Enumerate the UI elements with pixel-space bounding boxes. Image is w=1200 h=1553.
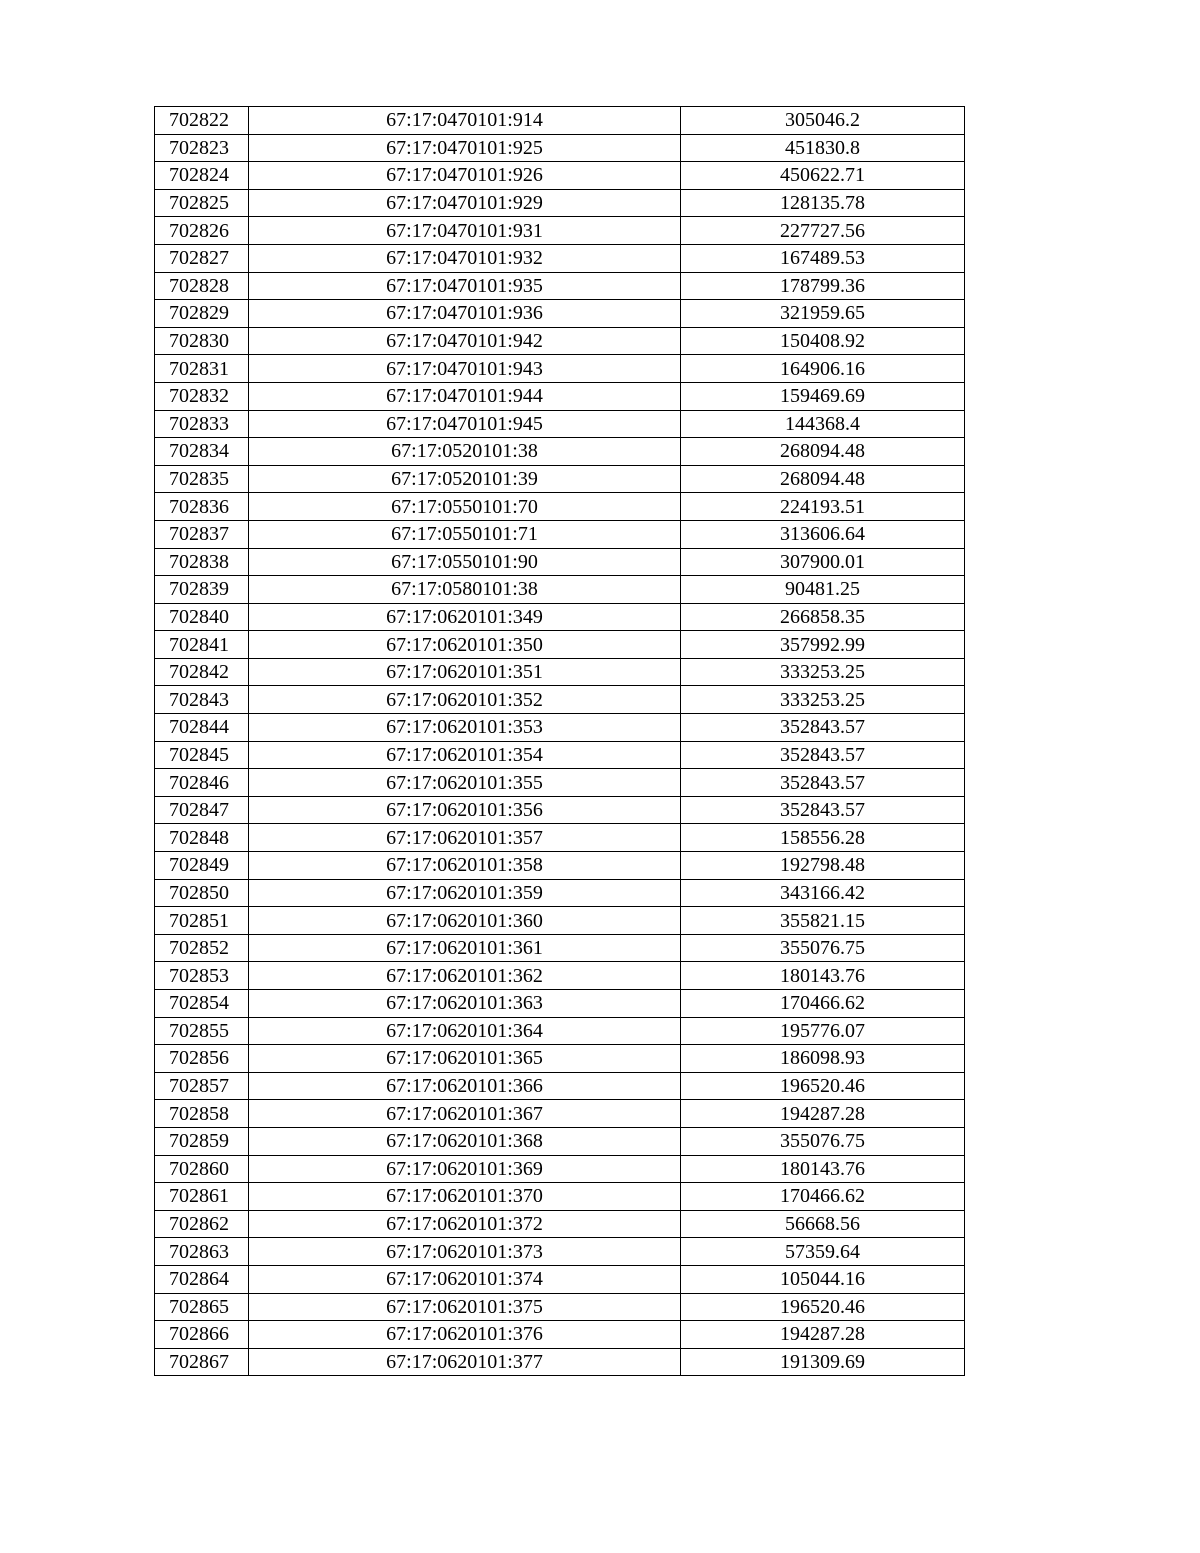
cadastral-value-cell: 194287.28 bbox=[681, 1321, 965, 1349]
row-number-cell: 702838 bbox=[155, 548, 249, 576]
cadastral-value-cell: 164906.16 bbox=[681, 355, 965, 383]
table-row bbox=[155, 1017, 965, 1045]
cadastral-value-cell: 321959.65 bbox=[681, 300, 965, 328]
cadastral-number-cell: 67:17:0520101:38 bbox=[249, 438, 681, 466]
row-number-cell: 702831 bbox=[155, 355, 249, 383]
row-number-cell: 702823 bbox=[155, 134, 249, 162]
table-row bbox=[155, 769, 965, 797]
cadastral-value-cell: 167489.53 bbox=[681, 244, 965, 272]
cadastral-value-cell: 268094.48 bbox=[681, 465, 965, 493]
table-row bbox=[155, 355, 965, 383]
table-row bbox=[155, 1183, 965, 1211]
cadastral-value-cell: 355821.15 bbox=[681, 907, 965, 935]
cadastral-value-cell: 194287.28 bbox=[681, 1100, 965, 1128]
row-number-cell: 702842 bbox=[155, 658, 249, 686]
row-number-cell: 702855 bbox=[155, 1017, 249, 1045]
cadastral-number-cell: 67:17:0470101:931 bbox=[249, 217, 681, 245]
table-row bbox=[155, 631, 965, 659]
table-row bbox=[155, 1293, 965, 1321]
cadastral-number-cell: 67:17:0620101:364 bbox=[249, 1017, 681, 1045]
cadastral-number-cell: 67:17:0620101:376 bbox=[249, 1321, 681, 1349]
table-row bbox=[155, 1348, 965, 1376]
table-row bbox=[155, 1321, 965, 1349]
cadastral-value-cell: 128135.78 bbox=[681, 189, 965, 217]
cadastral-value-cell: 170466.62 bbox=[681, 1183, 965, 1211]
cadastral-value-cell: 57359.64 bbox=[681, 1238, 965, 1266]
cadastral-number-cell: 67:17:0470101:942 bbox=[249, 327, 681, 355]
cadastral-value-cell: 352843.57 bbox=[681, 796, 965, 824]
cadastral-number-cell: 67:17:0620101:372 bbox=[249, 1210, 681, 1238]
table-row bbox=[155, 962, 965, 990]
cadastral-number-cell: 67:17:0550101:70 bbox=[249, 493, 681, 521]
row-number-cell: 702825 bbox=[155, 189, 249, 217]
table-row bbox=[155, 438, 965, 466]
cadastral-value-cell: 196520.46 bbox=[681, 1072, 965, 1100]
cadastral-value-cell: 227727.56 bbox=[681, 217, 965, 245]
cadastral-value-cell: 224193.51 bbox=[681, 493, 965, 521]
table-row bbox=[155, 907, 965, 935]
cadastral-value-cell: 352843.57 bbox=[681, 714, 965, 742]
row-number-cell: 702829 bbox=[155, 300, 249, 328]
cadastral-number-cell: 67:17:0620101:362 bbox=[249, 962, 681, 990]
cadastral-number-cell: 67:17:0520101:39 bbox=[249, 465, 681, 493]
cadastral-number-cell: 67:17:0470101:932 bbox=[249, 244, 681, 272]
row-number-cell: 702830 bbox=[155, 327, 249, 355]
row-number-cell: 702824 bbox=[155, 162, 249, 190]
table-row bbox=[155, 217, 965, 245]
cadastral-value-cell: 450622.71 bbox=[681, 162, 965, 190]
row-number-cell: 702867 bbox=[155, 1348, 249, 1376]
cadastral-number-cell: 67:17:0470101:925 bbox=[249, 134, 681, 162]
row-number-cell: 702826 bbox=[155, 217, 249, 245]
table-row bbox=[155, 1100, 965, 1128]
cadastral-value-cell: 313606.64 bbox=[681, 520, 965, 548]
cadastral-value-cell: 357992.99 bbox=[681, 631, 965, 659]
table-row bbox=[155, 990, 965, 1018]
cadastral-number-cell: 67:17:0620101:351 bbox=[249, 658, 681, 686]
cadastral-number-cell: 67:17:0620101:358 bbox=[249, 852, 681, 880]
cadastral-number-cell: 67:17:0620101:377 bbox=[249, 1348, 681, 1376]
cadastral-value-cell: 451830.8 bbox=[681, 134, 965, 162]
cadastral-value-table bbox=[154, 106, 965, 1376]
row-number-cell: 702835 bbox=[155, 465, 249, 493]
cadastral-value-cell: 186098.93 bbox=[681, 1045, 965, 1073]
table-row bbox=[155, 1265, 965, 1293]
row-number-cell: 702843 bbox=[155, 686, 249, 714]
row-number-cell: 702822 bbox=[155, 107, 249, 135]
cadastral-number-cell: 67:17:0620101:360 bbox=[249, 907, 681, 935]
cadastral-number-cell: 67:17:0620101:356 bbox=[249, 796, 681, 824]
cadastral-number-cell: 67:17:0620101:355 bbox=[249, 769, 681, 797]
cadastral-number-cell: 67:17:0620101:373 bbox=[249, 1238, 681, 1266]
cadastral-number-cell: 67:17:0620101:359 bbox=[249, 879, 681, 907]
row-number-cell: 702832 bbox=[155, 382, 249, 410]
table-row bbox=[155, 107, 965, 135]
cadastral-number-cell: 67:17:0620101:370 bbox=[249, 1183, 681, 1211]
cadastral-value-cell: 195776.07 bbox=[681, 1017, 965, 1045]
row-number-cell: 702862 bbox=[155, 1210, 249, 1238]
row-number-cell: 702860 bbox=[155, 1155, 249, 1183]
row-number-cell: 702840 bbox=[155, 603, 249, 631]
table-row bbox=[155, 852, 965, 880]
row-number-cell: 702854 bbox=[155, 990, 249, 1018]
cadastral-number-cell: 67:17:0620101:353 bbox=[249, 714, 681, 742]
table-row bbox=[155, 520, 965, 548]
cadastral-number-cell: 67:17:0470101:944 bbox=[249, 382, 681, 410]
row-number-cell: 702827 bbox=[155, 244, 249, 272]
cadastral-number-cell: 67:17:0620101:368 bbox=[249, 1127, 681, 1155]
row-number-cell: 702848 bbox=[155, 824, 249, 852]
table-row bbox=[155, 603, 965, 631]
row-number-cell: 702861 bbox=[155, 1183, 249, 1211]
table-row bbox=[155, 1127, 965, 1155]
table-row bbox=[155, 824, 965, 852]
table-row bbox=[155, 658, 965, 686]
row-number-cell: 702851 bbox=[155, 907, 249, 935]
cadastral-number-cell: 67:17:0550101:71 bbox=[249, 520, 681, 548]
table-row bbox=[155, 934, 965, 962]
cadastral-number-cell: 67:17:0620101:374 bbox=[249, 1265, 681, 1293]
cadastral-number-cell: 67:17:0620101:350 bbox=[249, 631, 681, 659]
row-number-cell: 702864 bbox=[155, 1265, 249, 1293]
row-number-cell: 702866 bbox=[155, 1321, 249, 1349]
row-number-cell: 702856 bbox=[155, 1045, 249, 1073]
cadastral-value-cell: 333253.25 bbox=[681, 658, 965, 686]
cadastral-value-cell: 192798.48 bbox=[681, 852, 965, 880]
row-number-cell: 702852 bbox=[155, 934, 249, 962]
row-number-cell: 702853 bbox=[155, 962, 249, 990]
cadastral-value-cell: 355076.75 bbox=[681, 1127, 965, 1155]
cadastral-number-cell: 67:17:0620101:375 bbox=[249, 1293, 681, 1321]
table-row bbox=[155, 714, 965, 742]
cadastral-number-cell: 67:17:0620101:361 bbox=[249, 934, 681, 962]
cadastral-value-cell: 144368.4 bbox=[681, 410, 965, 438]
cadastral-number-cell: 67:17:0620101:367 bbox=[249, 1100, 681, 1128]
row-number-cell: 702833 bbox=[155, 410, 249, 438]
cadastral-value-cell: 90481.25 bbox=[681, 576, 965, 604]
table-row bbox=[155, 300, 965, 328]
cadastral-number-cell: 67:17:0620101:349 bbox=[249, 603, 681, 631]
cadastral-number-cell: 67:17:0470101:943 bbox=[249, 355, 681, 383]
cadastral-number-cell: 67:17:0620101:352 bbox=[249, 686, 681, 714]
row-number-cell: 702846 bbox=[155, 769, 249, 797]
row-number-cell: 702845 bbox=[155, 741, 249, 769]
row-number-cell: 702863 bbox=[155, 1238, 249, 1266]
row-number-cell: 702828 bbox=[155, 272, 249, 300]
row-number-cell: 702858 bbox=[155, 1100, 249, 1128]
row-number-cell: 702839 bbox=[155, 576, 249, 604]
cadastral-value-cell: 158556.28 bbox=[681, 824, 965, 852]
row-number-cell: 702859 bbox=[155, 1127, 249, 1155]
cadastral-value-cell: 180143.76 bbox=[681, 962, 965, 990]
table-row bbox=[155, 741, 965, 769]
cadastral-value-cell: 355076.75 bbox=[681, 934, 965, 962]
cadastral-value-cell: 307900.01 bbox=[681, 548, 965, 576]
cadastral-value-cell: 105044.16 bbox=[681, 1265, 965, 1293]
table-row bbox=[155, 244, 965, 272]
table-row bbox=[155, 189, 965, 217]
table-row bbox=[155, 686, 965, 714]
table-row bbox=[155, 410, 965, 438]
row-number-cell: 702849 bbox=[155, 852, 249, 880]
cadastral-value-cell: 159469.69 bbox=[681, 382, 965, 410]
cadastral-value-cell: 268094.48 bbox=[681, 438, 965, 466]
table-row bbox=[155, 162, 965, 190]
cadastral-value-cell: 180143.76 bbox=[681, 1155, 965, 1183]
cadastral-number-cell: 67:17:0470101:929 bbox=[249, 189, 681, 217]
cadastral-value-cell: 352843.57 bbox=[681, 741, 965, 769]
table-row bbox=[155, 1155, 965, 1183]
cadastral-number-cell: 67:17:0470101:914 bbox=[249, 107, 681, 135]
cadastral-value-cell: 56668.56 bbox=[681, 1210, 965, 1238]
cadastral-number-cell: 67:17:0580101:38 bbox=[249, 576, 681, 604]
cadastral-value-cell: 150408.92 bbox=[681, 327, 965, 355]
row-number-cell: 702841 bbox=[155, 631, 249, 659]
row-number-cell: 702847 bbox=[155, 796, 249, 824]
cadastral-value-cell: 191309.69 bbox=[681, 1348, 965, 1376]
cadastral-number-cell: 67:17:0470101:945 bbox=[249, 410, 681, 438]
table-row bbox=[155, 548, 965, 576]
cadastral-value-cell: 266858.35 bbox=[681, 603, 965, 631]
cadastral-value-cell: 178799.36 bbox=[681, 272, 965, 300]
cadastral-number-cell: 67:17:0550101:90 bbox=[249, 548, 681, 576]
table-row bbox=[155, 1238, 965, 1266]
cadastral-value-cell: 352843.57 bbox=[681, 769, 965, 797]
cadastral-number-cell: 67:17:0620101:366 bbox=[249, 1072, 681, 1100]
table-row bbox=[155, 796, 965, 824]
cadastral-value-cell: 333253.25 bbox=[681, 686, 965, 714]
cadastral-number-cell: 67:17:0620101:354 bbox=[249, 741, 681, 769]
cadastral-number-cell: 67:17:0620101:357 bbox=[249, 824, 681, 852]
table-row bbox=[155, 493, 965, 521]
row-number-cell: 702850 bbox=[155, 879, 249, 907]
row-number-cell: 702857 bbox=[155, 1072, 249, 1100]
row-number-cell: 702836 bbox=[155, 493, 249, 521]
table-row bbox=[155, 327, 965, 355]
table-row bbox=[155, 382, 965, 410]
cadastral-value-cell: 343166.42 bbox=[681, 879, 965, 907]
cadastral-number-cell: 67:17:0620101:365 bbox=[249, 1045, 681, 1073]
cadastral-number-cell: 67:17:0620101:363 bbox=[249, 990, 681, 1018]
cadastral-number-cell: 67:17:0470101:926 bbox=[249, 162, 681, 190]
cadastral-number-cell: 67:17:0470101:936 bbox=[249, 300, 681, 328]
table-row bbox=[155, 1045, 965, 1073]
cadastral-value-cell: 305046.2 bbox=[681, 107, 965, 135]
table-row bbox=[155, 134, 965, 162]
row-number-cell: 702844 bbox=[155, 714, 249, 742]
cadastral-value-cell: 170466.62 bbox=[681, 990, 965, 1018]
table-row bbox=[155, 1210, 965, 1238]
cadastral-number-cell: 67:17:0620101:369 bbox=[249, 1155, 681, 1183]
table-row bbox=[155, 272, 965, 300]
table-row bbox=[155, 465, 965, 493]
table-row bbox=[155, 1072, 965, 1100]
cadastral-value-cell: 196520.46 bbox=[681, 1293, 965, 1321]
row-number-cell: 702837 bbox=[155, 520, 249, 548]
table-row bbox=[155, 879, 965, 907]
row-number-cell: 702865 bbox=[155, 1293, 249, 1321]
cadastral-number-cell: 67:17:0470101:935 bbox=[249, 272, 681, 300]
table-row bbox=[155, 576, 965, 604]
row-number-cell: 702834 bbox=[155, 438, 249, 466]
table-body bbox=[155, 107, 965, 1376]
